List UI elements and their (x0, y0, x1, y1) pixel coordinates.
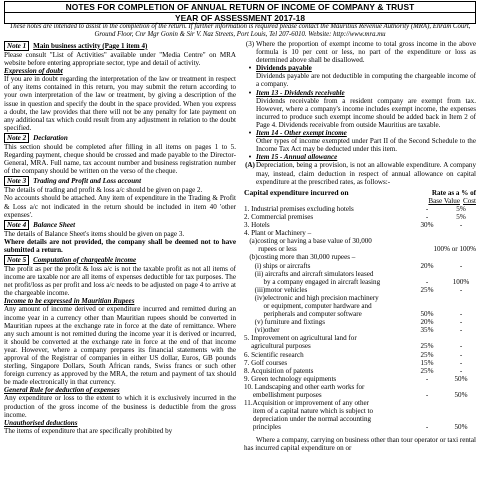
row-cost-rate (446, 334, 476, 342)
row-base-value-rate (408, 270, 446, 278)
row-base-value-rate: - (425, 391, 429, 400)
allowance-table-row (244, 237, 476, 245)
doubt-text: If you are in doubt regarding the interpretation of the law or treatment in respect of any items contained in this return, you may submit the return according to your own interpretation of the law or treatment, by giving a description of the issue in question and specify the doubt in the space provided. When you express a doubt, the law provides that there will not be any penalty for late payment on any additional tax which could result from any adjustment in relation to the doubt specified. (4, 75, 236, 132)
allowance-table-row (244, 286, 476, 294)
row-description: 10. Landscaping and other earth works for (244, 382, 365, 391)
item3-text: Where the proportion of exempt income to total gross income in the above formula is 10 per cent or less, no part of the expenditure or loss as determined above shall be disallowed. (256, 40, 476, 65)
item14-text: Other types of income exempted under Part II of the Second Schedule to the Income Tax Act may be deducted under this item. (256, 137, 476, 154)
row-cost-rate (446, 415, 476, 423)
note5-header (4, 255, 236, 265)
allowance-table-row (244, 302, 476, 310)
item3-number: (3) (245, 40, 255, 48)
allowance-table-row (244, 415, 476, 423)
row-base-value-rate: - (425, 423, 429, 432)
row-description: 7. Golf courses (244, 358, 288, 367)
row-base-value-rate (408, 253, 446, 261)
note3-title: Trading and Profit and Loss account (33, 177, 142, 186)
row-description: (vi)other (244, 326, 280, 335)
note2-header (4, 133, 236, 143)
allowance-table-row (244, 262, 476, 270)
allowance-table-row (244, 375, 476, 383)
row-cost-rate: - (459, 318, 463, 327)
allowance-table-row (244, 205, 476, 213)
allowance-table-row (244, 310, 476, 318)
row-base-value-rate: - (425, 212, 429, 221)
allowance-table-row (244, 245, 476, 253)
row-base-value-rate: 30% (420, 221, 434, 230)
allowance-table-row (244, 391, 476, 399)
bullet-icon: • (248, 129, 252, 138)
row-cost-rate (446, 407, 476, 415)
row-base-value-rate (408, 237, 446, 245)
intro-text: These notes are intended to assist in the completion of the return. If further information is required please contact the Mauritius Revenue Authority (MRA), Ehram Court, Ground Floor, Cnr Mgr Gonin & Sir V. Naz Streets, Port Louis, Tel 207-6010. Website: http://www.mra.mu (9, 23, 471, 39)
general-rule-heading: General Rule for deduction of expenses (4, 386, 120, 395)
item14-heading: Item 14 - Other exempt income (256, 129, 347, 138)
note3-header (4, 176, 236, 186)
row-description: principles (244, 423, 281, 432)
row-cost-rate: 50% (454, 391, 468, 400)
row-cost-rate: - (459, 285, 463, 294)
allowance-table-row (244, 367, 476, 375)
row-base-value-rate: 20% (420, 318, 434, 327)
row-description: or equipment, computer hardware and (244, 302, 372, 310)
doubt-heading: Expression of doubt (4, 67, 63, 76)
row-cost-rate: - (459, 342, 463, 351)
row-cost-rate (446, 270, 476, 278)
row-description: peripherals and computer software (244, 310, 362, 319)
allowance-table-row (244, 342, 476, 350)
allowance-table-row (244, 253, 476, 261)
row-description: (a)costing or having a base value of 30,000 (244, 237, 372, 246)
row-base-value-rate (408, 302, 446, 310)
row-description: 8. Acquisition of patents (244, 366, 314, 375)
row-description: 9. Green technology equipments (244, 374, 337, 383)
row-cost-rate: 5% (456, 204, 466, 213)
rate-subheader (244, 197, 476, 205)
unauthorised-text: The items of expenditure that are specifically prohibited by (4, 426, 173, 435)
note2-title: Declaration (33, 133, 68, 142)
cost-heading: Cost (462, 196, 476, 205)
bullet-icon: • (248, 153, 252, 162)
row-description: (iii)motor vehicles (244, 285, 308, 294)
note2-text: This section should be completed after filling in all items on pages 1 to 5. Regarding payment, cheque should be crossed and made payable to the Director-General, MRA. Full name, tax account number and business registration number of the company should be written on the verso of the cheque. (4, 142, 236, 176)
row-description: (v) furniture and fixtings (244, 318, 325, 327)
row-cost-rate: - (459, 310, 463, 319)
allowance-table-row (244, 399, 476, 407)
foreign-currency-heading: Income to be expressed in Mauritian Rupees (4, 297, 135, 306)
row-description: item of a capital nature which is subject to (244, 407, 374, 416)
allowance-table-row (244, 221, 476, 229)
note3-text: The details of trading and profit & loss a/c should be given on page 2. (4, 186, 203, 195)
row-cost-rate: - (459, 366, 463, 375)
row-base-value-rate: - (425, 374, 429, 383)
capital-expenditure-heading: Capital expenditure incurred on (244, 187, 349, 197)
row-cost-rate: - (459, 326, 463, 335)
item13-heading: Item 13 - Dividends receivable (256, 88, 345, 97)
note4-title: Balance Sheet (33, 220, 76, 229)
allowance-table-row (244, 278, 476, 286)
row-description: (i) ships or aircrafts (244, 261, 311, 270)
note3-label: Note 3 (4, 176, 29, 186)
allowance-table (244, 205, 476, 432)
row-cost-rate (446, 302, 476, 310)
row-base-value-rate: 25% (420, 285, 434, 294)
note4-header (4, 220, 236, 230)
rate-heading: Rate as a % of (431, 188, 476, 197)
row-cost-rate: - (459, 358, 463, 367)
row-description: 2. Commercial premises (244, 212, 314, 221)
item15-block (244, 153, 476, 161)
dividends-payable-block (244, 64, 476, 88)
row-description: rupees or less (244, 245, 297, 254)
row-base-value-rate: 20% (420, 261, 434, 270)
document-title: NOTES FOR COMPLETION OF ANNUAL RETURN OF INCOME OF COMPANY & TRUST (65, 2, 415, 12)
allowance-table-row (244, 318, 476, 326)
item15-heading: Item 15 - Annual allowance (256, 153, 338, 162)
allowance-table-row (244, 407, 476, 415)
item13-text: Dividends receivable from a resident company are exempt from tax. However, where a company's income includes exempt income, the expenses incurred to produce such exempt income should be added back in Item 2 of Page 4. Dividends receivable from outside Mauritius are taxable. (256, 96, 476, 129)
row-base-value-rate (408, 229, 446, 237)
year-of-assessment: YEAR OF ASSESSMENT 2017-18 (174, 13, 305, 23)
note5-title: Computation of chargeable income (33, 255, 137, 264)
row-description: 3. Hotels (244, 221, 270, 230)
bullet-icon: • (248, 64, 252, 73)
note5-text: The profit as per the profit & loss a/c is not the taxable profit as not all items of income are taxable nor are all items of expenses deductible for tax purposes. The net profit/loss as per profit and loss a/c needs to be adjusted on page 4 to arrive at the chargeable income. (4, 264, 236, 298)
note4-text: The details of Balance Sheet's items should be given on page 3. (4, 229, 185, 238)
row-description: (ii) aircrafts and aircraft simulators leased (244, 269, 374, 278)
row-description: by a company engaged in aircraft leasing (244, 277, 381, 286)
row-cost-rate (446, 383, 476, 391)
row-base-value-rate (408, 407, 446, 415)
unauthorised-heading: Unauthorised deductions (4, 418, 78, 427)
allowance-table-row (244, 213, 476, 221)
row-description: (iv)electronic and high precision machinery (244, 293, 379, 302)
row-description: 5. Improvement on agricultural land for (244, 334, 357, 343)
row-base-value-rate: - (425, 277, 429, 286)
note4-label: Note 4 (4, 220, 29, 230)
row-base-value-rate (408, 399, 446, 407)
item13-block (244, 89, 476, 129)
row-cost-rate: 100% (452, 277, 470, 286)
base-value-heading: Base Value (428, 196, 460, 205)
note5-label: Note 5 (4, 255, 29, 265)
row-base-value-rate: 35% (420, 326, 434, 335)
dividends-payable-heading: Dividends payable (256, 64, 312, 73)
row-cost-rate (446, 294, 476, 302)
note1-label: Note 1 (4, 41, 29, 51)
general-rule-text: Any expenditure or loss to the extent to which it is exclusively incurred in the production of the gross income of the business is deductible from the gross income. (4, 394, 236, 419)
row-base-value-rate (408, 383, 446, 391)
foreign-currency-text: Any amount of income derived or expenditure incurred and remitted during an income year in a currency other than Mauritian rupees should be converted in Mauritian rupees at the exchange rate in force at the date of remittance. Where any such amount is not remitted during the income year it is derived or incurred, it should be converted at the exchange rate in force at the end of that income year. However, where a company prepares its financial statements with the approval of the Registrar of companies in either US dollar, Euros, GB pounds sterling, Singapore Dollars, South African rands, Swiss francs or such other foreign currency as approved by the MRA, the return and payment of tax should be made electronically in that currency. (4, 305, 236, 387)
note3-text-2: No accounts should be attached. Any item of expenditure in the Trading & Profit & Loss a/c not indicated in the return should be included in item 40 'other expenses'. (4, 194, 236, 219)
section-a-marker: (A) (245, 161, 255, 170)
allowance-table-row (244, 351, 476, 359)
note4-warning: Where details are not provided, the company shall be deemed not to have submitted a return. (4, 237, 236, 254)
row-description: 1. Industrial premises excluding hotels (244, 204, 354, 213)
row-base-value-rate (408, 334, 446, 342)
allowance-table-row (244, 383, 476, 391)
note1-header (4, 41, 236, 51)
row-description: 11.Acquisition or improvement of any other (244, 399, 370, 408)
row-base-value-rate (408, 294, 446, 302)
bullet-icon: • (248, 88, 252, 97)
item3-paragraph (244, 40, 476, 64)
row-description: (b)costing more than 30,000 rupees – (244, 253, 356, 262)
allowance-table-row (244, 423, 476, 431)
note1-text: Please consult "List of Activities" available under "Media Centre" on MRA website before entering appropriate sector, type and detail of activity. (4, 51, 236, 68)
allowance-table-row (244, 359, 476, 367)
row-description: embellishment purposes (244, 391, 322, 400)
section-a-text: Depreciation, being a provision, is not an allowable expenditure. A company may, instead, claim deduction in respect of annual allowance on capital expenditure at the prescribed rates, as follows:- (256, 161, 476, 186)
note1-title: Main business activity (Page 1 item 4) (33, 41, 148, 50)
left-column (4, 40, 236, 435)
row-cost-rate: 5% (456, 212, 466, 221)
note2-label: Note 2 (4, 133, 29, 143)
allowance-table-row (244, 229, 476, 237)
row-cost-rate (446, 253, 476, 261)
tail-text: Where a company, carrying on business other than tour operator or taxi rental has incurred capital expenditure on or (244, 435, 476, 452)
row-cost-rate: - (459, 221, 463, 230)
row-description: 4. Plant or Machinery – (244, 229, 312, 238)
row-cost-rate (446, 399, 476, 407)
row-description: agricultural purposes (244, 342, 311, 351)
document-title-box (4, 1, 476, 24)
allowance-table-row (244, 334, 476, 342)
item14-block (244, 129, 476, 153)
row-cost-rate: 50% (454, 423, 468, 432)
row-base-value-rate: 50% (420, 310, 434, 319)
row-cost-rate (446, 229, 476, 237)
row-base-value-rate: 25% (420, 342, 434, 351)
row-cost-rate: - (459, 261, 463, 270)
row-base-value-rate: 15% (420, 358, 434, 367)
row-cost-rate: - (459, 350, 463, 359)
row-cost-rate: 50% (454, 374, 468, 383)
right-column (244, 40, 476, 452)
row-base-value-rate (408, 415, 446, 423)
row-description: depreciation under the normal accounting (244, 415, 372, 424)
section-a-block (244, 161, 476, 185)
row-base-value-rate: 25% (420, 350, 434, 359)
row-base-value-rate: 100% or 100% (433, 245, 476, 254)
allowance-table-header (244, 189, 476, 197)
row-base-value-rate: - (425, 204, 429, 213)
allowance-table-row (244, 270, 476, 278)
allowance-table-row (244, 294, 476, 302)
row-description: 6. Scientific research (244, 350, 304, 359)
row-base-value-rate: 25% (420, 366, 434, 375)
dividends-payable-text: Dividends payable are not deductible in computing the chargeable income of a company. (256, 72, 476, 89)
row-cost-rate (446, 237, 476, 245)
allowance-table-row (244, 326, 476, 334)
